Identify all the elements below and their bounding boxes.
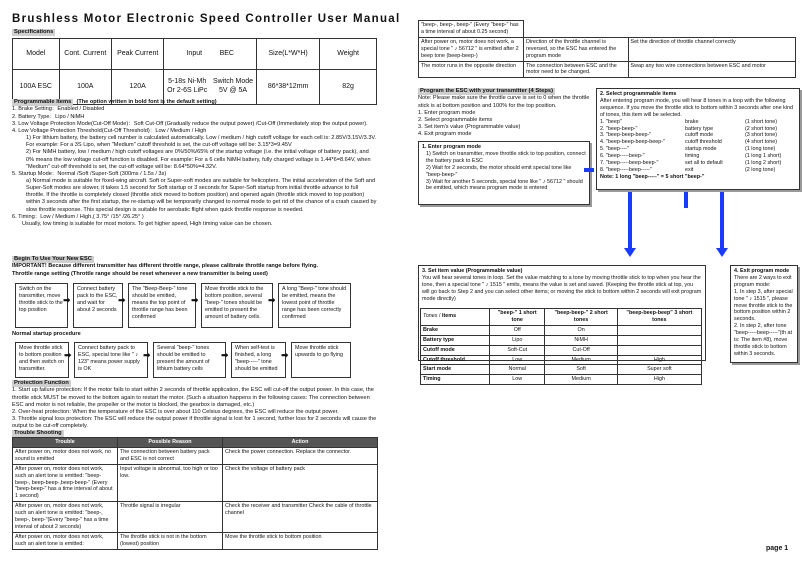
program-step: 2. Select programmable items	[418, 116, 493, 123]
range-step-5: A long "Beep-" tone should be emitted, means the lowest point of throttle range has been correctly confirmed	[278, 283, 351, 328]
new-esc-heading: Begin To Use Your New ESC	[14, 256, 92, 262]
arrow-right-icon: ➡	[281, 350, 289, 360]
program-step: 3. Set item's value (Programmable value)	[418, 124, 521, 131]
table-row: After power on, motor does not work, such an alert tone is emitted: "beep-beep-, beep-beep-,beep-beep-" (Every "beep-beep-" has a time interval of about 1 second) Input voltage is abnormal, too high or too low. Check the voltage of battery pack	[13, 464, 378, 502]
prog-item: 4. Low Voltage Protection Threshold(Cut-Off Threshold)：Low / Medium / High	[12, 127, 207, 134]
prog-item: 6. Timing：Low / Medium / High,( 3.75° /15° /26.25° )	[12, 213, 144, 220]
arrow-right-icon: ➡	[63, 295, 71, 305]
flow-arrow	[684, 192, 688, 208]
table-row: "beep-, beep-, beep-" (Every "beep-" has a time interval of about 0.25 second)	[419, 21, 796, 38]
programmable-heading: Programmable Items	[14, 99, 72, 105]
prog-item: 1. Brake Setting：Enabled / Disabled	[12, 106, 105, 113]
table-row: After power on, motor does not work, such an alert tone is emitted: The throttle stick is not in the bottom (lowest) position Move the throttle stick to bottom position	[13, 532, 378, 549]
spec-header-peak: Peak Current	[111, 39, 163, 70]
table-row: After power on, motor does not work, no sound is emitted The connection between battery pack and ESC is not correct Check the power connection. Replace the connector.	[13, 447, 378, 464]
specifications-table	[12, 38, 377, 105]
spec-size: 86*38*12mm	[257, 70, 320, 105]
table-row: Battery type Lipo NiMH	[421, 335, 702, 345]
spec-weight: 82g	[320, 70, 377, 105]
spec-model: 100A ESC	[13, 70, 60, 105]
table-row: Brake Off On	[421, 325, 702, 335]
tones-items-header: Tones / Items	[421, 309, 490, 326]
spec-header-size: Size(L*W*H)	[257, 39, 320, 70]
normal-step-5: Move throttle stick upwards to go flying	[291, 342, 351, 378]
spec-bec: Switch Mode 5V @ 5A	[210, 70, 257, 105]
tone-list: 1. "beep" brake (1 short tone) 2. "beep-beep-" battery type (2 short tone) 3. "beep-beep-beep-" cutoff mode (3 short tone) 4. "beep-beep-beep-beep-" cutoff threshold (4 short tone) 5. "beep----" startup mode (1 long tone) 6. "beep-----beep-" timing (1 long 1 short) 7. "beep-----beep-beep-" set all to default (1 long 2 short) 8. "beep-----beep-----" exit (2 long tone)	[600, 118, 782, 173]
protection-item: 1. Start up failure protection: If the motor fails to start within 2 seconds of throttle application, the ESC will cut-off the output power. In this case, the throttle stick MUST be moved to the bottom again to restart the motor. (Such a situation happens in the following cases: The connection between ESC and motor is not reliable, the propeller or the motor is blocked, the gearbox is damaged, etc.)	[12, 387, 374, 408]
range-heading: Throttle range setting (Throttle range should be reset whenever a new transmitter is being used)	[12, 270, 268, 277]
flow-arrow	[720, 192, 724, 250]
exit-program-box: 4. Exit program mode There are 2 ways to exit program mode: 1. In step 3, after special tone " ♪ 1515 ", please move throttle stick to the bottom position within 2 seconds. 2. In step 2, after tone "beep-----beep-----"(th at is: The item #8), move throttle stick to bottom within 3 seconds.	[730, 265, 798, 363]
spec-input: 5-18s Ni-Mh Or 2-6S LiPc	[164, 70, 210, 105]
program-heading: Program the ESC with your transmitter (4 Steps)	[420, 88, 554, 94]
table-row: Start mode Normal Soft Super soft	[421, 365, 702, 375]
arrow-right-icon: ➡	[221, 350, 229, 360]
prog-item: Usually, low timing is suitable for most motors. To get higher speed, High timing value can be chosen.	[22, 220, 273, 227]
table-row: Cutoff threshold Low Medium High	[421, 355, 702, 365]
programmable-note: (The option written in bold font is the default setting)	[76, 99, 217, 105]
arrow-down-icon	[624, 248, 636, 257]
new-esc-section	[12, 256, 378, 278]
trouble-col-header: Trouble	[13, 438, 118, 448]
spec-header-cont: Cont. Current	[59, 39, 111, 70]
prog-item: 2. Battery Type：Lipo / NiMH	[12, 113, 85, 120]
program-note: Note: Please make sure the throttle curve is set to 0 when the throttle stick is at bottom position and 100% for the top position.	[418, 95, 590, 109]
spec-peak: 120A	[111, 70, 163, 105]
trouble-table-continued	[418, 20, 796, 78]
normal-step-2: Connect battery pack to ESC, special tone like " ♪ 123" means power supply is OK	[74, 342, 148, 378]
specifications-heading: Specifications	[14, 29, 54, 35]
protection-item: 2. Over-heat protection: When the temperature of the ESC is over about 110 Celsius degrees, the ESC will reduce the output power.	[12, 408, 339, 415]
spec-header-model: Model	[13, 39, 60, 70]
range-step-1: Switch on the transmitter, move throttle stick to the top position	[15, 283, 68, 328]
value-table: Tones / Items "beep-" 1 short tone "beep-beep-" 2 short tones "beep-beep-beep" 3 short tones Brake Off On Battery type Lipo NiMH Cutoff mode Soft-Cut Cut-Off Cutoff threshold Low Medium High Start mode Normal Soft Super soft Timing Low Medium High	[420, 308, 702, 385]
normal-step-1: Move throttle stick to bottom position and then switch on transmitter.	[15, 342, 69, 378]
trouble-col-header: Possible Reason	[118, 438, 223, 448]
flow-arrow	[628, 192, 632, 250]
range-step-3: The "Beep-Beep-" tone should be emitted, means the top point of throttle range has been confirmed	[128, 283, 196, 328]
program-step: 4. Exit program mode	[418, 131, 472, 138]
prog-item: 3. Low Voltage Protection Mode(Cut-Off Mode)：Soft Cut-Off (Gradually reduce the output power) /Cut-Off (Immediately stop the output power).	[12, 120, 368, 127]
table-row: After power on, motor does not work, a special tone " ♪ 56712 " is emitted after 2 beep tone (beep-beep-) Direction of the throttle channel is reversed, so the ESC has entered the program mode Set the direction of throttle channel correctly	[419, 37, 796, 61]
protection-item: 3. Throttle signal loss protection: The ESC will reduce the output power if throttle signal is lost for 1 second, further loss for 2 seconds will cause the output to be cut-off completely.	[12, 416, 377, 430]
prog-item: a) Normal mode is suitable for fixed-wing aircraft. Soft or Super-soft modes are suitable for helicopters. The initial acceleration of the Soft and Super-Soft modes are slower, it takes 1.5 second for Soft startup or 3 seconds for Super-Soft startup from initial throttle advance to full throttle. If the throttle is completely closed (throttle stick moved to bottom position) and opened again (throttle stick moved to top position) within 3 seconds after the first startup, the re-startup will be temporarily changed to normal mode to get rid of the chance of a crash caused by slow throttle response. This special design is suitable for aerobatic flight when quick throttle response is needed.	[26, 177, 377, 213]
table-row: The motor runs in the opposite direction The connection between ESC and the motor need to be changed. Swap any two wire connections between ESC and motor	[419, 61, 796, 78]
important-note: IMPORTANT! Because different transmitter has different throttle range, please calibrate throttle range before flying.	[12, 263, 319, 270]
set-value-box: 3. Set item value (Programmable value) You will hear several tones in loop. Set the value matching to a tone by moving throttle stick to top when you hear the tone, then a special tone " ♪ 1515 " emits, means the value is set and saved. (Keeping the throttle stick at top, you will go back to Step 2 and you can select other items; or moving the stick to bottom within 2 seconds will exit program mode directly)	[418, 265, 706, 361]
page-number: page 1	[766, 545, 789, 552]
protection-section	[12, 380, 378, 438]
protection-heading: Protection Function	[14, 380, 69, 386]
flow-arrow	[584, 168, 594, 172]
arrow-down-icon	[716, 248, 728, 257]
select-items-box: 2. Select programmable items After entering program mode, you will hear 8 tones in a loop with the following sequence. If you move the throttle stick to bottom within 3 seconds after one kind of tones, this item will be selected. 1. "beep" brake (1 short tone) 2. "beep-beep-" battery type (2 short tone) 3. "beep-beep-beep-" cutoff mode (3 short tone) 4. "beep-beep-beep-beep-" cutoff threshold (4 short tone) 5. "beep----" startup mode (1 long tone) 6. "beep-----beep-" timing (1 long 1 short) 7. "beep-----beep-beep-" set all to default (1 long 2 short) 8. "beep-----beep-----" exit (2 long tone) Note: 1 long "beep-----" = 5 short "beep-"	[596, 88, 800, 190]
program-section	[418, 88, 590, 138]
spec-cont: 100A	[59, 70, 111, 105]
table-row: After power on, motor does not work, such an alert tone is emitted: "beep-, beep-, beep-"(Every "beep-" has a time interval of about 2 seconds) Throttle signal is irregular Check the receiver and transmitter Check the cable of throttle channel	[13, 502, 378, 533]
document-title: Brushless Motor Electronic Speed Controller User Manual	[12, 13, 401, 25]
prog-item: 5. Startup Mode：Normal /Soft /Super-Soft (300ms / 1.5s / 3s)	[12, 170, 167, 177]
arrow-right-icon: ➡	[64, 350, 72, 360]
range-step-4: Move throttle stick to the bottom position, several "beep-" tones should be emitted to present the amount of battery cells.	[201, 283, 273, 328]
arrow-right-icon: ➡	[143, 350, 151, 360]
enter-program-box: 1. Enter program mode 1) Switch on transmitter, move throttle stick to top position, connect the battery pack to ESC 2) Wait for 2 seconds, the motor should emit special tone like "beep-beep-" 3) Wait for another 5 seconds, special tone like " ♪ 56712 " should be emitted, which means program mode is entered	[418, 141, 590, 205]
trouble-table	[12, 437, 378, 550]
spec-header-weight: Weight	[320, 39, 377, 70]
programmable-items-section	[12, 99, 378, 228]
normal-step-3: Several "beep-" tones should be emitted to present the amount of lithium battery cells	[153, 342, 226, 378]
arrow-right-icon: ➡	[118, 295, 126, 305]
program-step: 1. Enter program mode	[418, 109, 476, 116]
spec-header-input-bec: Input BEC	[164, 39, 257, 70]
arrow-right-icon: ➡	[191, 295, 199, 305]
arrow-right-icon: ➡	[268, 295, 276, 305]
table-row: Cutoff mode Soft-Cut Cut-Off	[421, 345, 702, 355]
trouble-heading: Trouble Shooting	[14, 430, 62, 437]
range-step-2: Connect battery pack to the ESC, and wait for about 2 seconds	[73, 283, 123, 328]
normal-startup-heading: Normal startup procedure	[12, 331, 81, 337]
prog-item: 1) For lithium battery, the battery cell number is calculated automatically. Low / medium / high cutoff voltage for each cell is: 2.85V/3.15V/3.3V. For example: For a 3S Lipo, when "Medium" cutoff threshold is set, the cut-off voltage will be: 3.15*3=9.45V	[26, 135, 377, 149]
table-row: Timing Low Medium High	[421, 375, 702, 385]
trouble-col-header: Action	[223, 438, 378, 448]
normal-step-4: When self-test is finished, a long "beep-----" tone should be emitted	[231, 342, 286, 378]
prog-item: 2) For NiMH battery, low / medium / high cutoff voltages are 0%/50%/65% of the startup voltage (i.e. the initial voltage of battery pack), and 0% means the low voltage cut-off function is disabled. For example: For a 6 cells NiMH battery, fully charged voltage is 1.44*6=8.64V, when "Medium" cut-off threshold is set, the cut-off voltage will be: 8.64*50%=4.32V.	[26, 149, 371, 170]
